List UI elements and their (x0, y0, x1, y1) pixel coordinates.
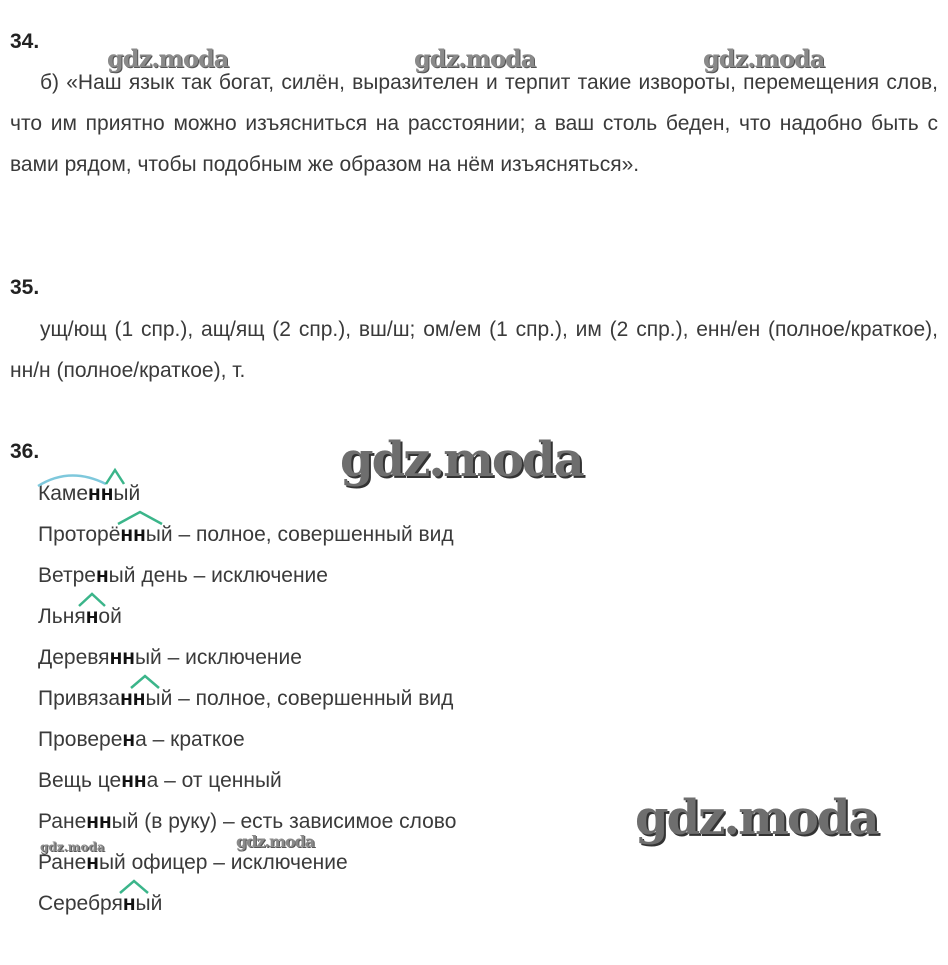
word-line: Ветреный день – исключение (38, 564, 328, 587)
watermark: gdz.moda (703, 44, 825, 73)
task-35-text: ущ/ющ (1 спр.), ащ/ящ (2 спр.), вш/ш; ом/ем (1 спр.), им (2 спр.), енн/ен (полное/краткое), нн/н (полное/краткое), т. (10, 318, 938, 382)
task-34-text: б) «Наш язык так богат, силён, выразителен и терпит такие извороты, перемещения слов, что им приятно можно изъясниться на расстоянии; а ваш столь беден, что надобно быть с вами рядом, чтобы подобным же образом на нём изъясняться». (10, 71, 938, 176)
word-line: Проверена – краткое (38, 728, 245, 751)
task-34-number: 34. (10, 30, 40, 53)
word-line: Деревянный – исключение (38, 646, 302, 669)
task-36-number: 36. (10, 440, 40, 463)
watermark: gdz.moda (40, 840, 105, 854)
word-line: Каменный (38, 482, 141, 505)
word-line: Льняной (38, 605, 122, 628)
word-line: Вещь ценна – от ценный (38, 769, 282, 792)
watermark: gdz.moda (107, 44, 229, 73)
word-line: Раненый офицер – исключение (38, 851, 348, 874)
watermark: gdz.moda (236, 832, 315, 851)
word-line: Привязанный – полное, совершенный вид (38, 687, 454, 710)
watermark: gdz.moda (414, 44, 536, 73)
task-35-number: 35. (10, 276, 40, 299)
word-line: Серебряный (38, 892, 163, 915)
watermark: gdz.moda (340, 432, 583, 488)
word-line: Проторённый – полное, совершенный вид (38, 523, 454, 546)
word-line: Раненный (в руку) – есть зависимое слово (38, 810, 457, 833)
watermark: gdz.moda (635, 790, 878, 846)
